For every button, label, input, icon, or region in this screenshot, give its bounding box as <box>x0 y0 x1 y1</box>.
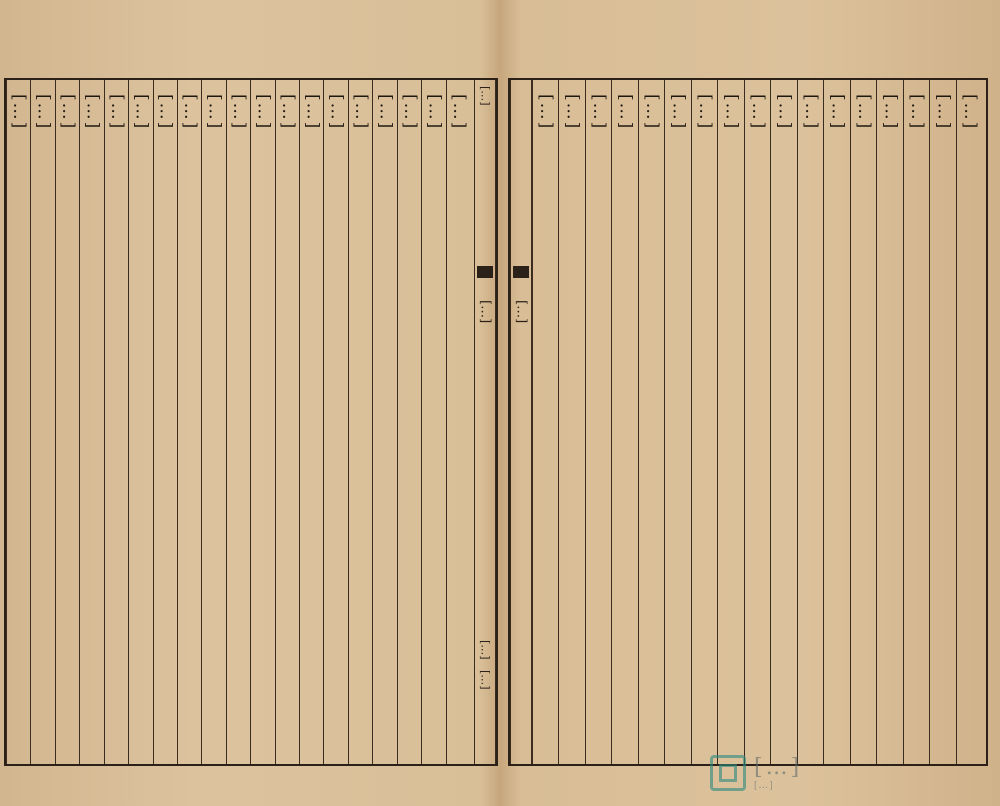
right-page <box>508 78 988 766</box>
text-column <box>532 80 558 764</box>
text-column <box>348 80 372 764</box>
text-column <box>372 80 396 764</box>
column-text: […] <box>82 94 103 131</box>
library-logo-icon <box>710 755 746 791</box>
text-column <box>128 80 152 764</box>
column-text: […] <box>642 94 663 131</box>
column-text: […] <box>668 94 689 131</box>
text-column <box>929 80 955 764</box>
text-column <box>797 80 823 764</box>
text-column <box>104 80 128 764</box>
gutter-volume: […] <box>513 300 529 324</box>
column-text: […] <box>536 94 557 131</box>
column-text: […] <box>721 94 742 131</box>
column-text: […] <box>827 94 848 131</box>
text-column <box>275 80 299 764</box>
column-text: […] <box>33 94 54 131</box>
left-page-gutter <box>474 80 496 764</box>
column-text: […] <box>326 94 347 131</box>
column-text: […] <box>562 94 583 131</box>
text-column <box>558 80 584 764</box>
column-text: […] <box>277 94 298 131</box>
text-column <box>30 80 54 764</box>
column-text: […] <box>375 94 396 131</box>
column-text: […] <box>448 94 469 131</box>
column-text: […] <box>589 94 610 131</box>
text-column <box>611 80 637 764</box>
text-column <box>323 80 347 764</box>
text-column <box>744 80 770 764</box>
column-text: […] <box>58 94 79 131</box>
text-column <box>446 80 470 764</box>
column-text: […] <box>695 94 716 131</box>
fish-tail-mark <box>477 266 493 278</box>
text-column <box>299 80 323 764</box>
left-page <box>4 78 498 766</box>
text-column <box>691 80 717 764</box>
library-watermark <box>710 750 990 796</box>
gutter-publisher: […] <box>478 670 492 690</box>
text-column <box>79 80 103 764</box>
column-text: […] <box>906 94 927 131</box>
gutter-volume: […] <box>477 300 493 324</box>
column-text: […] <box>800 94 821 131</box>
column-text: […] <box>204 94 225 131</box>
column-text: […] <box>774 94 795 131</box>
text-column <box>638 80 664 764</box>
column-text: […] <box>228 94 249 131</box>
text-column <box>585 80 611 764</box>
text-column <box>421 80 445 764</box>
fish-tail-mark <box>513 266 529 278</box>
column-text: […] <box>131 94 152 131</box>
text-column <box>226 80 250 764</box>
column-text: […] <box>302 94 323 131</box>
text-column <box>664 80 690 764</box>
text-column <box>717 80 743 764</box>
gutter-top-title: […] <box>478 86 492 106</box>
gutter-page-number: […] <box>478 640 492 660</box>
column-text: […] <box>615 94 636 131</box>
column-text: […] <box>747 94 768 131</box>
watermark-text: […] <box>754 755 803 780</box>
text-column <box>770 80 796 764</box>
text-column <box>55 80 79 764</box>
text-column <box>823 80 849 764</box>
column-text: […] <box>424 94 445 131</box>
column-text: […] <box>253 94 274 131</box>
text-column <box>201 80 225 764</box>
column-text: […] <box>933 94 954 131</box>
right-page-gutter <box>510 80 532 764</box>
column-text: […] <box>106 94 127 131</box>
column-text: […] <box>853 94 874 131</box>
text-column <box>250 80 274 764</box>
column-text: […] <box>351 94 372 131</box>
text-column <box>850 80 876 764</box>
column-text: […] <box>399 94 420 131</box>
column-text: […] <box>880 94 901 131</box>
text-column <box>177 80 201 764</box>
column-text: […] <box>959 94 980 131</box>
column-text: […] <box>180 94 201 131</box>
text-column <box>876 80 902 764</box>
column-text: […] <box>155 94 176 131</box>
column-text: […] <box>9 94 30 131</box>
text-column <box>903 80 929 764</box>
text-column <box>397 80 421 764</box>
text-column <box>153 80 177 764</box>
text-column <box>956 80 982 764</box>
watermark-subtext: […] <box>754 780 774 791</box>
text-column <box>6 80 30 764</box>
